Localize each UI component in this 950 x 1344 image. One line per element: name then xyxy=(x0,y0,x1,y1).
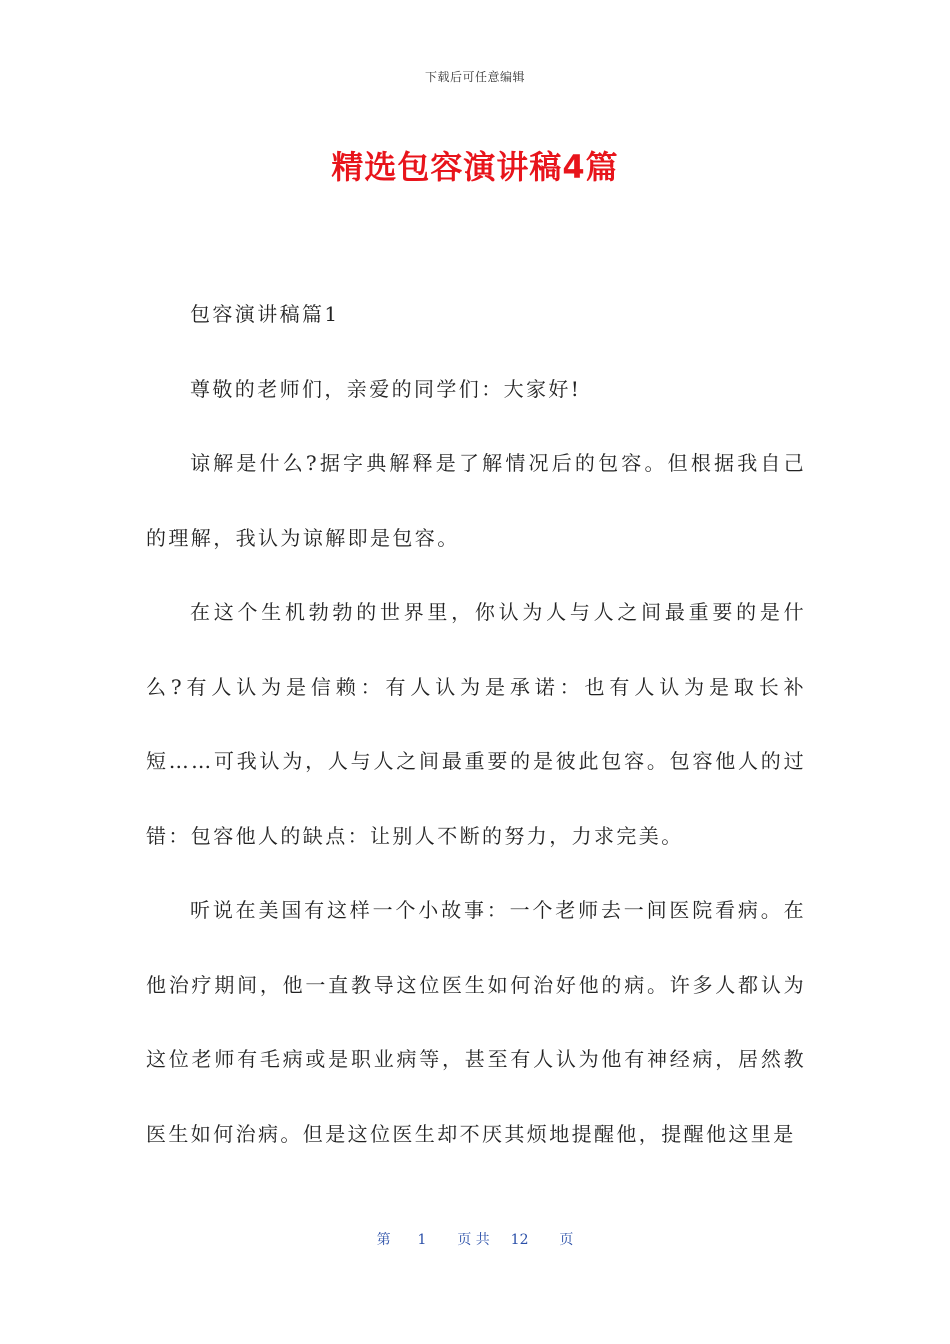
footer-page-suffix: 页 xyxy=(559,1232,574,1248)
body-paragraph: 听说在美国有这样一个小故事：一个老师去一间医院看病。在他治疗期间，他一直教导这位医生如何治好他的病。许多人都认为这位老师有毛病或是职业病等，甚至有人认为他有神经病，居然教医生如何治病。但是这位医生却不厌其烦地提醒他，提醒他这里是 xyxy=(146,898,806,1146)
salutation-paragraph: 尊敬的老师们，亲爱的同学们：大家好! xyxy=(190,376,582,401)
footer-page-total: 12 xyxy=(510,1232,529,1248)
body-paragraph: 谅解是什么?据字典解释是了解情况后的包容。但根据我自己的理解，我认为谅解即是包容。 xyxy=(146,451,806,550)
header-note: 下载后可任意编辑 xyxy=(424,70,525,84)
section-heading: 包容演讲稿篇1 xyxy=(190,302,340,326)
document-body xyxy=(146,277,806,1171)
body-paragraph: 在这个生机勃勃的世界里，你认为人与人之间最重要的是什么?有人认为是信赖：有人认为是承诺：也有人认为是取长补短……可我认为，人与人之间最重要的是彼此包容。包容他人的过错：包容他人的缺点：让别人不断的努力，力求完美。 xyxy=(146,600,806,848)
document-title: 精选包容演讲稿4篇 xyxy=(331,148,619,186)
footer-page-prefix: 第 xyxy=(376,1232,391,1248)
page-footer xyxy=(0,1229,950,1249)
footer-page-current: 1 xyxy=(417,1232,427,1248)
footer-page-mid: 页 共 xyxy=(457,1232,490,1248)
